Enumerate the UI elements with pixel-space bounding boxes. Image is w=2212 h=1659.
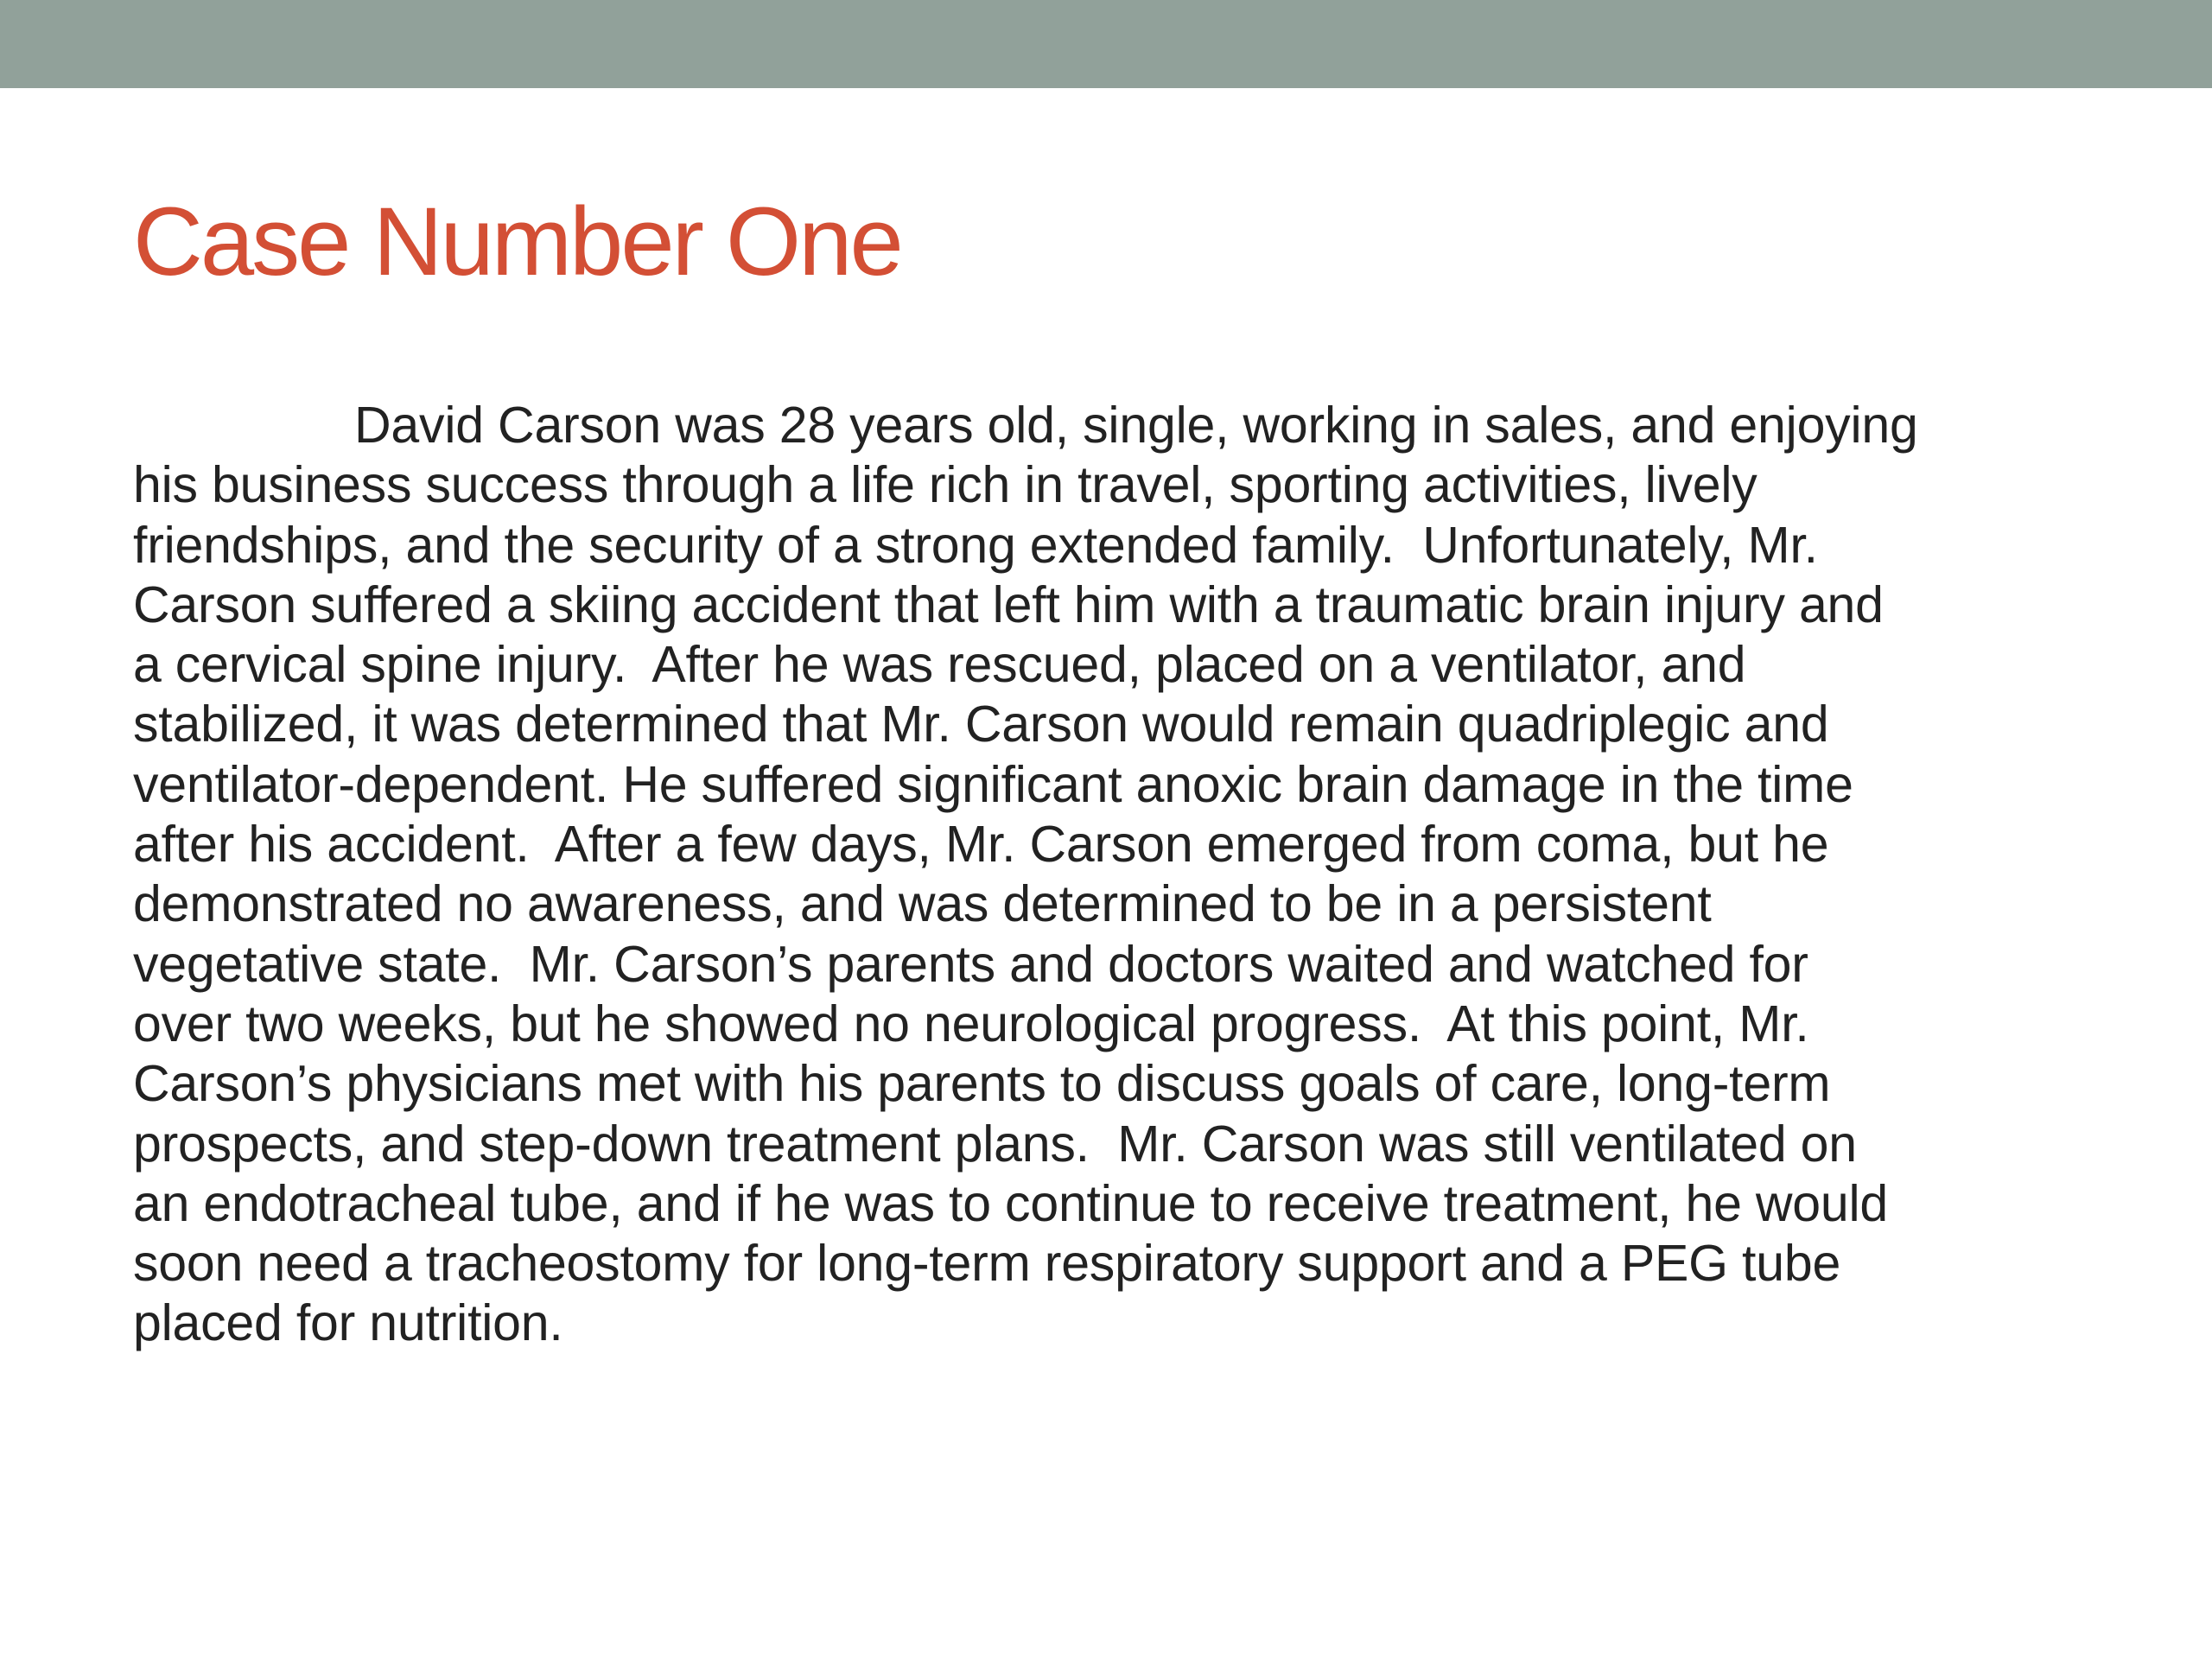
slide-header-band <box>0 0 2212 88</box>
body-line: placed for nutrition. <box>133 1294 563 1352</box>
body-line: ventilator-dependent. He suffered significant anoxic brain damage in the time <box>133 755 1853 813</box>
case-description <box>133 396 2060 1354</box>
body-line: stabilized, it was determined that Mr. Carson would remain quadriplegic and <box>133 696 1829 753</box>
body-line: friendships, and the security of a strong extended family. Unfortunately, Mr. <box>133 516 1818 574</box>
body-line: vegetative state. Mr. Carson’s parents and doctors waited and watched for <box>133 935 1808 993</box>
body-line: Carson’s physicians met with his parents to discuss goals of care, long-term <box>133 1055 1831 1113</box>
body-line: a cervical spine injury. After he was rescued, placed on a ventilator, and <box>133 636 1746 694</box>
slide-title: Case Number One <box>133 188 901 296</box>
body-line: soon need a tracheostomy for long-term respiratory support and a PEG tube <box>133 1235 1841 1293</box>
body-line: over two weeks, but he showed no neurological progress. At this point, Mr. <box>133 995 1809 1052</box>
body-line: David Carson was 28 years old, single, working in sales, and enjoying <box>354 397 1918 454</box>
body-line: Carson suffered a skiing accident that left him with a traumatic brain injury and <box>133 575 1884 633</box>
body-line: after his accident. After a few days, Mr. Carson emerged from coma, but he <box>133 816 1829 874</box>
body-line: his business success through a life rich in travel, sporting activities, lively <box>133 456 1758 514</box>
body-line: prospects, and step-down treatment plans. Mr. Carson was still ventilated on <box>133 1115 1857 1173</box>
body-line: demonstrated no awareness, and was determined to be in a persistent <box>133 875 1712 933</box>
body-line: an endotracheal tube, and if he was to continue to receive treatment, he would <box>133 1174 1889 1232</box>
